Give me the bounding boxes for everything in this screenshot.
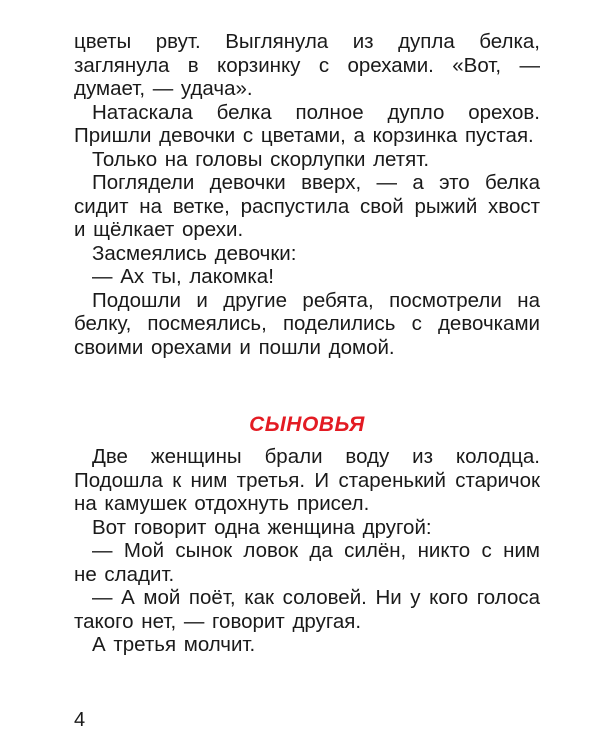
story1-paragraph: цветы рвут. Выглянула из дупла белка, заглянула в корзинку с орехами. «Вот, — думает, — удача».: [74, 30, 540, 100]
story1-paragraph: — Ах ты, лакомка!: [92, 265, 274, 288]
story2-paragraph: А третья молчит.: [92, 633, 256, 656]
story1-paragraph: Только на головы скорлупки летят.: [92, 147, 430, 171]
story2-paragraph: — А мой поёт, как соловей. Ни у кого голоса такого нет, — говорит другая.: [74, 586, 540, 633]
story1-paragraph: Подошли и другие ребята, посмотрели на белку, посмеялись, поделились с девочками своими орехами и пошли домой.: [74, 288, 540, 359]
story1-paragraph: Натаскала белка полное дупло орехов. Пришли девочки с цветами, а корзинка пустая.: [74, 100, 540, 147]
story-title: СЫНОВЬЯ: [249, 413, 365, 436]
page-number: 4: [74, 709, 86, 731]
story2-paragraph: — Мой сынок ловок да силён, никто с ним не сладит.: [74, 539, 540, 586]
story1-paragraph: Поглядели девочки вверх, — а это белка сидит на ветке, распустила свой рыжий хвост и щёлкает орехи.: [74, 171, 540, 241]
story1-paragraph: Засмеялись девочки:: [92, 241, 297, 265]
page-content: [74, 30, 540, 657]
story2-paragraph: Две женщины брали воду из колодца. Подошла к ним третья. И старенький старичок на камушек отдохнуть присел.: [74, 445, 540, 515]
story2-paragraph: Вот говорит одна женщина другой:: [92, 515, 432, 539]
